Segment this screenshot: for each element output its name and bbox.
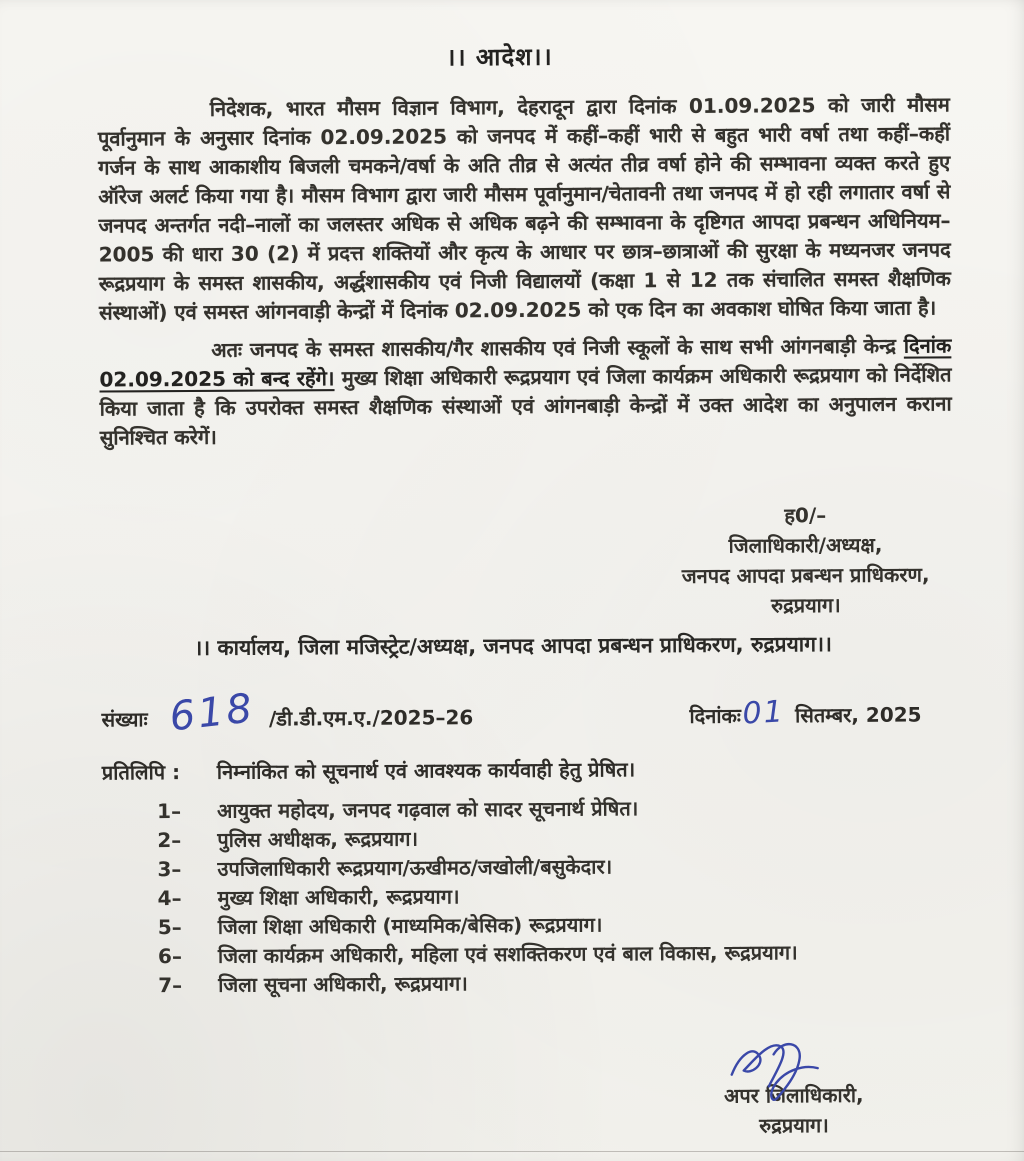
copies-recipient-list <box>157 796 878 1003</box>
designation-place: रुद्रप्रयाग। <box>770 592 841 618</box>
copy-recipient-row <box>157 796 877 822</box>
copy-recipient-text: मुख्य शिक्षा अधिकारी, रूद्रप्रयाग। <box>217 884 460 910</box>
copy-recipient-text: आयुक्त महोदय, जनपद गढ़वाल को सादर सूचनार्थ प्रेषित। <box>217 796 639 823</box>
signed-abbreviation: ह0/– <box>784 503 827 528</box>
handwritten-signature-icon <box>723 1032 834 1119</box>
copy-recipient-text: जिला सूचना अधिकारी, रूद्रप्रयाग। <box>218 971 468 997</box>
copies-heading <box>102 754 862 786</box>
letter-number-group <box>101 685 474 741</box>
copy-recipient-row <box>157 825 877 851</box>
designation-disaster-authority: जनपद आपदा प्रबन्धन प्राधिकरण, <box>681 562 930 588</box>
copies-heading-label: प्रतिलिपि : <box>101 760 181 785</box>
copy-recipient-number: 3– <box>157 857 182 882</box>
office-designation-line: ।। कार्यालय, जिला मजिस्ट्रेट/अध्यक्ष, जनपद आपदा प्रबन्धन प्राधिकरण, रुद्रप्रयाग।। <box>194 632 833 660</box>
closure-date-highlight: दिनांक 02.09.2025 को बन्द रहेंगे। <box>99 333 952 392</box>
para1-text: निदेशक, भारत मौसम विज्ञान विभाग, देहरादून द्वारा दिनांक 01.09.2025 को जारी मौसम पूर्वानुमान के अनुसार दिनांक 02.09.2025 को जनपद में कहीं–कहीं भारी से बहुत भारी वर्षा तथा कहीं–कहीं गर्जन के साथ आकाशीय बिजली चमकने/वर्षा के अति तीव्र से अत्यंत तीव्र वर्षा होने की सम्भावना व्यक्त करते हुए ऑरेज अलर्ट किया गया है। मौसम विभाग द्वारा जारी मौसम पूर्वानुमान/चेतावनी तथा जनपद में हो रही लगातार वर्षा से जनपद अन्तर्गत नदी–नालों का जलस्तर अधिक से अधिक बढ़ने की सम्भावना के दृष्टिगत आपदा प्रबन्धन अधिनियम– 2005 की धारा 30 (2) में प्रदत्त शक्तियों और कृत्य के आधार पर छात्र–छात्राओं की सुरक्षा के मध्यनजर जनपद रूद्रप्रयाग के समस्त शासकीय, अर्द्धशासकीय एवं निजी विद्यालयों (कक्षा 1 से 12 तक संचालित समस्त शैक्षणिक संस्थाओं) एवं समस्त आंगनवाड़ी केन्द्रों में दिनांक 02.09.2025 को एक दिन का अवकाश घोषित किया जाता है। <box>97 92 951 325</box>
copy-recipient-number: 5– <box>157 915 182 940</box>
para2-text-before: अतः जनपद के समस्त शासकीय/गैर शासकीय एवं निजी स्कूलों के साथ सभी आंगनबाड़ी केन्द्र <box>211 333 904 362</box>
copy-recipient-text: जिला शिक्षा अधिकारी (माध्यमिक/बेसिक) रूद्रप्रयाग। <box>217 912 603 939</box>
copy-recipient-number: 7– <box>158 973 183 998</box>
bottom-signature-block <box>664 1079 924 1141</box>
copy-recipient-number: 6– <box>157 944 182 969</box>
order-title: ।। आदेश।। <box>446 42 553 72</box>
letter-number-suffix: /डी.डी.एम.ए./2025–26 <box>268 705 474 731</box>
copy-recipient-number: 1– <box>157 799 182 824</box>
scan-edge-line <box>0 1151 1024 1152</box>
order-paragraph-weather-forecast <box>98 90 951 327</box>
copy-recipient-row <box>158 912 878 938</box>
letter-date-suffix: सितम्बर, 2025 <box>795 702 922 728</box>
copy-recipient-text: पुलिस अधीक्षक, रूद्रप्रयाग। <box>217 826 419 852</box>
order-paragraph-closure-directive <box>99 331 952 452</box>
copy-recipient-row <box>158 883 878 909</box>
copy-recipient-row <box>157 854 877 880</box>
copies-heading-text: निम्नांकित को सूचनार्थ एवं आवश्यक कार्यवाही हेतु प्रेषित। <box>216 757 636 784</box>
reference-row <box>101 685 922 741</box>
authority-signature-block <box>650 499 961 621</box>
letter-number-handwritten: 618 <box>167 685 258 741</box>
copy-recipient-text: जिला कार्यक्रम अधिकारी, महिला एवं सशक्तिकरण एवं बाल विकास, रूद्रप्रयाग। <box>217 940 798 968</box>
bottom-signatory-place: रुद्रप्रयाग। <box>759 1113 829 1138</box>
letter-number-label: संख्याः <box>101 707 148 732</box>
copy-recipient-text: उपजिलाधिकारी रूद्रप्रयाग/ऊखीमठ/जखोली/बसुकेदार। <box>217 854 613 881</box>
letter-date-group <box>689 694 922 732</box>
copy-recipient-number: 4– <box>157 886 182 911</box>
bottom-signatory-designation: अपर जिलाधिकारी, <box>724 1082 864 1108</box>
letter-date-handwritten: 01 <box>741 694 787 732</box>
letter-date-label: दिनांकः <box>689 703 741 728</box>
copy-recipient-row <box>158 941 878 967</box>
copy-recipient-number: 2– <box>157 828 182 853</box>
copy-recipient-row <box>158 970 878 996</box>
designation-district-magistrate: जिलाधिकारी/अध्यक्ष, <box>728 532 883 558</box>
para2-text-after: मुख्य शिक्षा अधिकारी रूद्रप्रयाग एवं जिला कार्यक्रम अधिकारी रूद्रप्रयाग को निर्देशित किया जाता है कि उपरोक्त समस्त शैक्षणिक संस्थाओं एवं आंगनबाड़ी केन्द्रों में उक्त आदेश का अनुपालन कराना सुनिश्चित करेगें। <box>99 362 952 450</box>
